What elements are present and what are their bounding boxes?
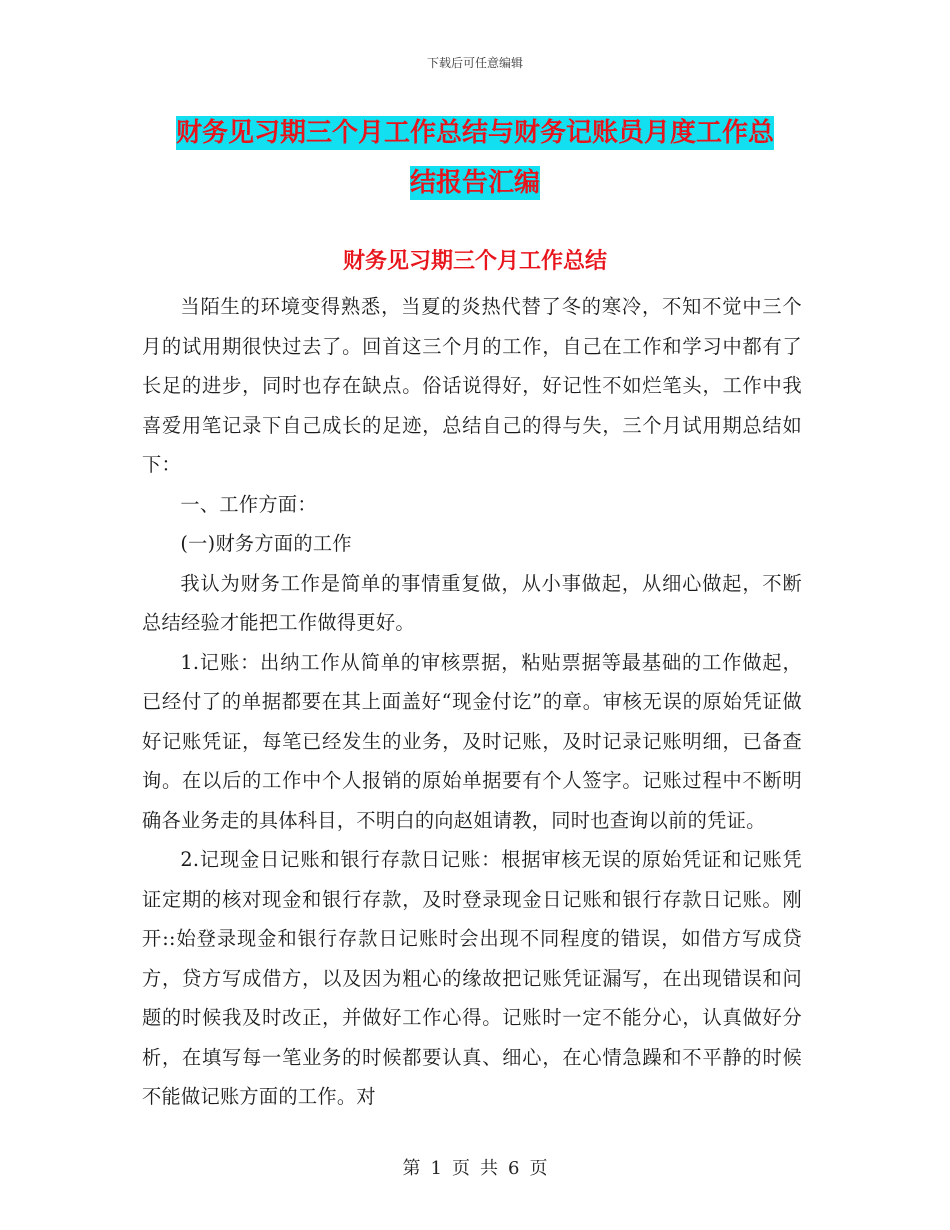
footer-page-number: 1 bbox=[430, 1158, 442, 1179]
paragraph-intro: 当陌生的环境变得熟悉，当夏的炎热代替了冬的寒冷，不知不觉中三个月的试用期很快过去了。回首这三个月的工作，自己在工作和学习中都有了长足的进步，同时也存在缺点。俗话说得好，好记性不如烂笔头，工作中我喜爱用笔记录下自己成长的足迹，总结自己的得与失，三个月试用期总结如下： bbox=[142, 295, 802, 476]
paragraph-cash-journal: 2.记现金日记账和银行存款日记账：根据审核无误的原始凭证和记账凭证定期的核对现金和银行存款，及时登录现金日记账和银行存款日记账。刚开::始登录现金和银行存款日记账时会出现不同程度的错误，如借方写成贷方，贷方写成借方，以及因为粗心的缘故把记账凭证漏写，在出现错误和问题的时候我及时改正，并做好工作心得。记账时一定不能分心，认真做好分析，在填写每一笔业务的时候都要认真、细心，在心情急躁和不平静的时候不能做记账方面的工作。对 bbox=[142, 848, 802, 1108]
footer-label-ye: 页 bbox=[452, 1158, 470, 1179]
paragraph-heading-work: 一、工作方面： bbox=[180, 492, 317, 516]
footer-label-gong: 共 bbox=[480, 1158, 498, 1179]
header-note: 下载后可任意编辑 bbox=[426, 56, 523, 70]
paragraph-finance-view: 我认为财务工作是简单的事情重复做，从小事做起，从细心做起，不断总结经验才能把工作做得更好。 bbox=[142, 571, 802, 634]
section-title: 财务见习期三个月工作总结 bbox=[342, 249, 607, 274]
paragraph-subheading-finance: (一)财务方面的工作 bbox=[180, 532, 352, 555]
paragraph-bookkeeping: 1.记账：出纳工作从简单的审核票据，粘贴票据等最基础的工作做起，已经付了的单据都要在其上面盖好“现金付讫”的章。审核无误的原始凭证做好记账凭证，每笔已经发生的业务，及时记账，及时记录记账明细，已备查询。在以后的工作中个人报销的原始单据要有个人签字。记账过程中不断明确各业务走的具体科目，不明白的向赵姐请教，同时也查询以前的凭证。 bbox=[142, 650, 802, 832]
footer-label-di: 第 bbox=[402, 1158, 421, 1179]
document-title-line-2: 结报告汇编 bbox=[409, 168, 540, 198]
footer-label-ye-2: 页 bbox=[529, 1158, 548, 1179]
body-text bbox=[142, 287, 802, 1117]
document-title-line-1: 财务见习期三个月工作总结与财务记账员月度工作总 bbox=[175, 118, 774, 148]
document-title bbox=[150, 108, 800, 208]
footer-total-pages: 6 bbox=[508, 1158, 520, 1179]
page-footer bbox=[0, 1154, 950, 1180]
